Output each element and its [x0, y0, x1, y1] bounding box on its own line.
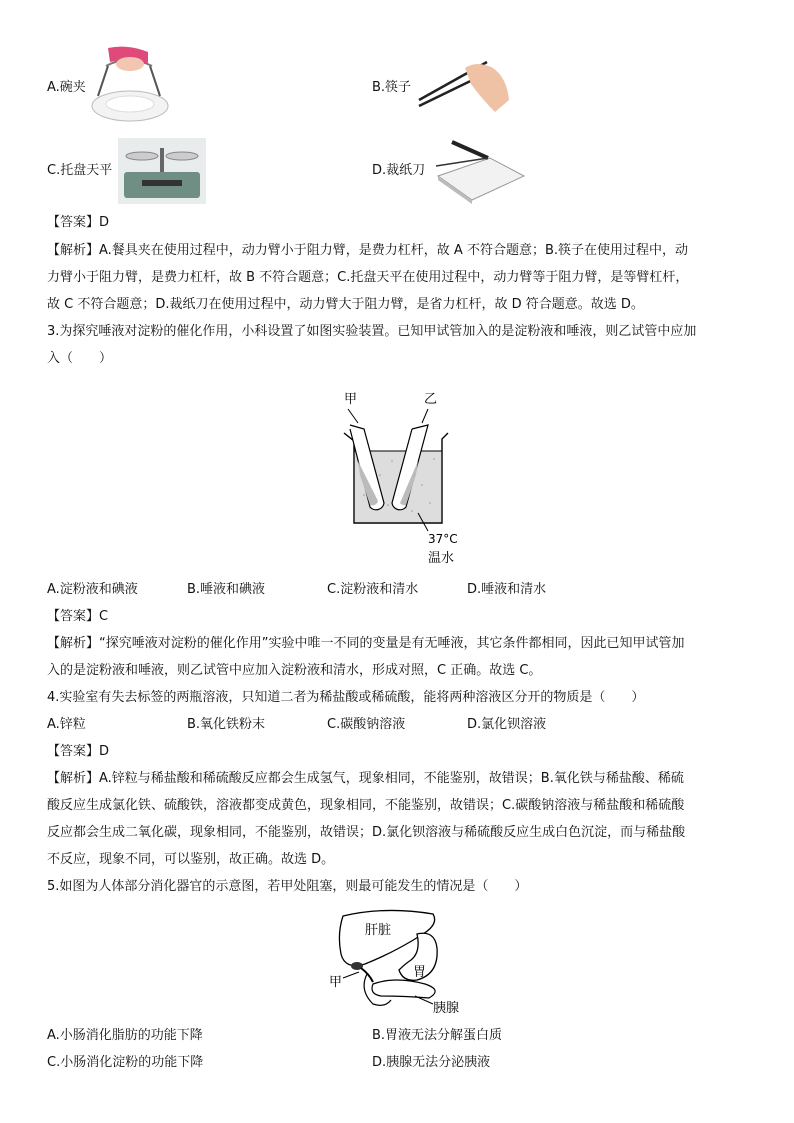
- liver-label: 肝脏: [365, 923, 392, 938]
- pancreas-label: 胰腺: [433, 1001, 460, 1016]
- q4-analysis-line: 酸反应生成氯化铁、硫酸铁，溶液都变成黄色，现象相同，不能鉴别，故错误；C.碳酸钠溶液与稀盐酸和稀硫酸: [47, 798, 685, 813]
- q4-analysis-line: 【解析】A.锌粒与稀盐酸和稀硫酸反应都会生成氢气，现象相同，不能鉴别，故错误；B.氧化铁与稀盐酸、稀硫: [47, 771, 684, 786]
- q3-option-d: D.唾液和清水: [467, 582, 547, 597]
- chopsticks-image: [415, 54, 511, 116]
- q5-option-b: B.胃液无法分解蛋白质: [372, 1028, 503, 1043]
- q3-option-c: C.淀粉液和清水: [327, 582, 419, 597]
- figure-label-jia: 甲: [344, 392, 358, 407]
- figure-temp-label: 37°C: [428, 532, 458, 546]
- option-c-label: C.托盘天平: [47, 163, 113, 178]
- q5-option-c: C.小肠消化淀粉的功能下降: [47, 1055, 204, 1070]
- q2-analysis-line: 【解析】A.餐具夹在使用过程中，动力臂小于阻力臂，是费力杠杆，故 A 不符合题意；B.筷子在使用过程中，动: [47, 243, 689, 258]
- q5-stem: 5.如图为人体部分消化器官的示意图，若甲处阻塞，则最可能发生的情况是（ ）: [47, 879, 528, 894]
- q3-stem: 3.为探究唾液对淀粉的催化作用，小科设置了如图实验装置。已知甲试管加入的是淀粉液和唾液，则乙试管中应加: [47, 324, 697, 339]
- paper-cutter-image: [428, 136, 526, 206]
- q5-option-d: D.胰腺无法分泌胰液: [372, 1055, 491, 1070]
- bowl-clamp-image: [88, 46, 170, 128]
- q3-answer: 【答案】C: [47, 609, 109, 624]
- q4-analysis-line: 反应都会生成二氧化碳，现象相同，不能鉴别，故错误；D.氯化钡溶液与稀硫酸反应生成白色沉淀，而与稀盐酸: [47, 825, 686, 840]
- q4-answer: 【答案】D: [47, 744, 110, 759]
- digestive-organs-figure: [325, 904, 475, 1022]
- option-a-label: A.碗夹: [47, 80, 86, 95]
- figure-label-yi: 乙: [424, 392, 438, 407]
- q3-option-b: B.唾液和碘液: [187, 582, 266, 597]
- q4-option-b: B.氧化铁粉末: [187, 717, 266, 732]
- test-tube-beaker-figure: [330, 385, 470, 570]
- q2-analysis-line: 故 C 不符合题意；D.裁纸刀在使用过程中，动力臂大于阻力臂，是省力杠杆，故 D 符合题意。故选 D。: [47, 297, 644, 312]
- q4-option-d: D.氯化钡溶液: [467, 717, 547, 732]
- figure-water-label: 温水: [428, 551, 455, 566]
- q2-answer: 【答案】D: [47, 215, 110, 230]
- q4-option-c: C.碳酸钠溶液: [327, 717, 406, 732]
- q3-analysis-line: 【解析】“探究唾液对淀粉的催化作用”实验中唯一不同的变量是有无唾液，其它条件都相同，因此已知甲试管加: [47, 636, 685, 651]
- q3-analysis-line: 入的是淀粉液和唾液，则乙试管中应加入淀粉液和清水，形成对照，C 正确。故选 C。: [47, 663, 542, 678]
- q5-option-a: A.小肠消化脂肪的功能下降: [47, 1028, 203, 1043]
- q3-stem: 入（ ）: [47, 351, 113, 366]
- q4-analysis-line: 不反应，现象不同，可以鉴别，故正确。故选 D。: [47, 852, 335, 867]
- stomach-label: 胃: [413, 965, 427, 980]
- q2-analysis-line: 力臂小于阻力臂，是费力杠杆，故 B 不符合题意；C.托盘天平在使用过程中，动力臂等于阻力臂，是等臂杠杆，: [47, 270, 689, 285]
- option-d-label: D.裁纸刀: [372, 163, 426, 178]
- q4-option-a: A.锌粒: [47, 717, 86, 732]
- jia-label: 甲: [329, 975, 343, 990]
- q3-option-a: A.淀粉液和碘液: [47, 582, 138, 597]
- q4-stem: 4.实验室有失去标签的两瓶溶液，只知道二者为稀盐酸或稀硫酸，能将两种溶液区分开的物质是（ ）: [47, 690, 645, 705]
- balance-image: [118, 138, 206, 204]
- option-b-label: B.筷子: [372, 80, 412, 95]
